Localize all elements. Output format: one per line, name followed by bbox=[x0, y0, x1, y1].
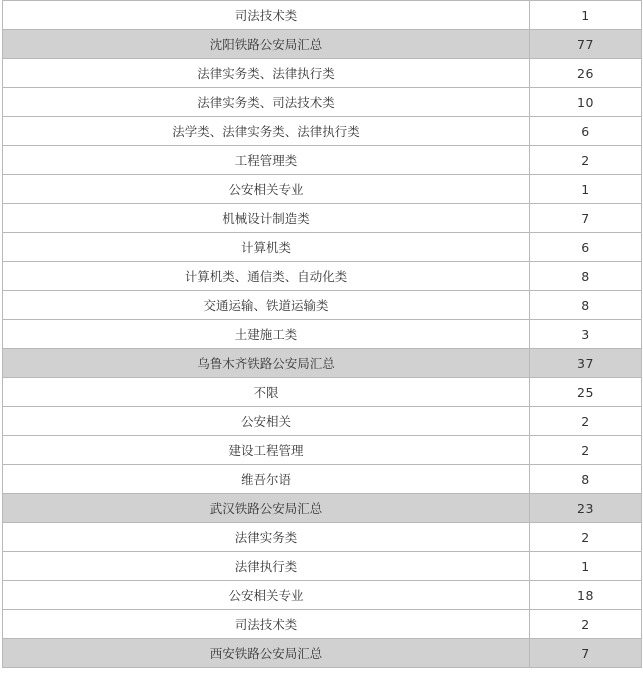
position-count-cell: 7 bbox=[530, 204, 642, 233]
table-row bbox=[3, 146, 642, 175]
table-row bbox=[3, 610, 642, 639]
table-row bbox=[3, 233, 642, 262]
major-category-cell: 法学类、法律实务类、法律执行类 bbox=[3, 117, 530, 146]
major-category-cell: 法律实务类 bbox=[3, 523, 530, 552]
table-row bbox=[3, 436, 642, 465]
major-category-cell: 公安相关专业 bbox=[3, 175, 530, 204]
table-row bbox=[3, 552, 642, 581]
position-count-cell: 6 bbox=[530, 233, 642, 262]
table-body bbox=[3, 1, 642, 668]
position-count-cell: 8 bbox=[530, 291, 642, 320]
bureau-summary-label: 西安铁路公安局汇总 bbox=[3, 639, 530, 668]
position-count-cell: 2 bbox=[530, 407, 642, 436]
bureau-summary-label: 乌鲁木齐铁路公安局汇总 bbox=[3, 349, 530, 378]
table-row bbox=[3, 117, 642, 146]
position-count-cell: 8 bbox=[530, 465, 642, 494]
table-row bbox=[3, 581, 642, 610]
table-row bbox=[3, 320, 642, 349]
major-category-cell: 公安相关 bbox=[3, 407, 530, 436]
position-count-cell: 26 bbox=[530, 59, 642, 88]
position-count-cell: 2 bbox=[530, 523, 642, 552]
position-count-cell: 25 bbox=[530, 378, 642, 407]
table-row bbox=[3, 88, 642, 117]
major-category-cell: 交通运输、铁道运输类 bbox=[3, 291, 530, 320]
major-category-cell: 维吾尔语 bbox=[3, 465, 530, 494]
summary-row bbox=[3, 494, 642, 523]
position-count-cell: 2 bbox=[530, 146, 642, 175]
table-row bbox=[3, 175, 642, 204]
table-row bbox=[3, 378, 642, 407]
bureau-summary-count: 37 bbox=[530, 349, 642, 378]
table-row bbox=[3, 291, 642, 320]
bureau-summary-count: 23 bbox=[530, 494, 642, 523]
table-row bbox=[3, 1, 642, 30]
major-category-cell: 土建施工类 bbox=[3, 320, 530, 349]
position-count-cell: 1 bbox=[530, 175, 642, 204]
major-category-cell: 工程管理类 bbox=[3, 146, 530, 175]
position-count-cell: 10 bbox=[530, 88, 642, 117]
major-category-cell: 建设工程管理 bbox=[3, 436, 530, 465]
summary-row bbox=[3, 639, 642, 668]
bureau-summary-count: 77 bbox=[530, 30, 642, 59]
major-category-cell: 不限 bbox=[3, 378, 530, 407]
major-category-cell: 司法技术类 bbox=[3, 1, 530, 30]
position-count-cell: 2 bbox=[530, 436, 642, 465]
table-row bbox=[3, 407, 642, 436]
position-count-cell: 1 bbox=[530, 1, 642, 30]
position-count-cell: 18 bbox=[530, 581, 642, 610]
bureau-summary-label: 武汉铁路公安局汇总 bbox=[3, 494, 530, 523]
bureau-summary-label: 沈阳铁路公安局汇总 bbox=[3, 30, 530, 59]
recruitment-table bbox=[2, 0, 642, 668]
table-row bbox=[3, 204, 642, 233]
summary-row bbox=[3, 30, 642, 59]
major-category-cell: 法律实务类、法律执行类 bbox=[3, 59, 530, 88]
bureau-summary-count: 7 bbox=[530, 639, 642, 668]
position-count-cell: 8 bbox=[530, 262, 642, 291]
summary-row bbox=[3, 349, 642, 378]
major-category-cell: 计算机类、通信类、自动化类 bbox=[3, 262, 530, 291]
position-count-cell: 2 bbox=[530, 610, 642, 639]
recruitment-table-container bbox=[2, 0, 641, 668]
table-row bbox=[3, 262, 642, 291]
table-row bbox=[3, 465, 642, 494]
table-row bbox=[3, 523, 642, 552]
major-category-cell: 公安相关专业 bbox=[3, 581, 530, 610]
major-category-cell: 法律实务类、司法技术类 bbox=[3, 88, 530, 117]
position-count-cell: 6 bbox=[530, 117, 642, 146]
position-count-cell: 1 bbox=[530, 552, 642, 581]
major-category-cell: 计算机类 bbox=[3, 233, 530, 262]
major-category-cell: 法律执行类 bbox=[3, 552, 530, 581]
major-category-cell: 司法技术类 bbox=[3, 610, 530, 639]
major-category-cell: 机械设计制造类 bbox=[3, 204, 530, 233]
table-row bbox=[3, 59, 642, 88]
position-count-cell: 3 bbox=[530, 320, 642, 349]
